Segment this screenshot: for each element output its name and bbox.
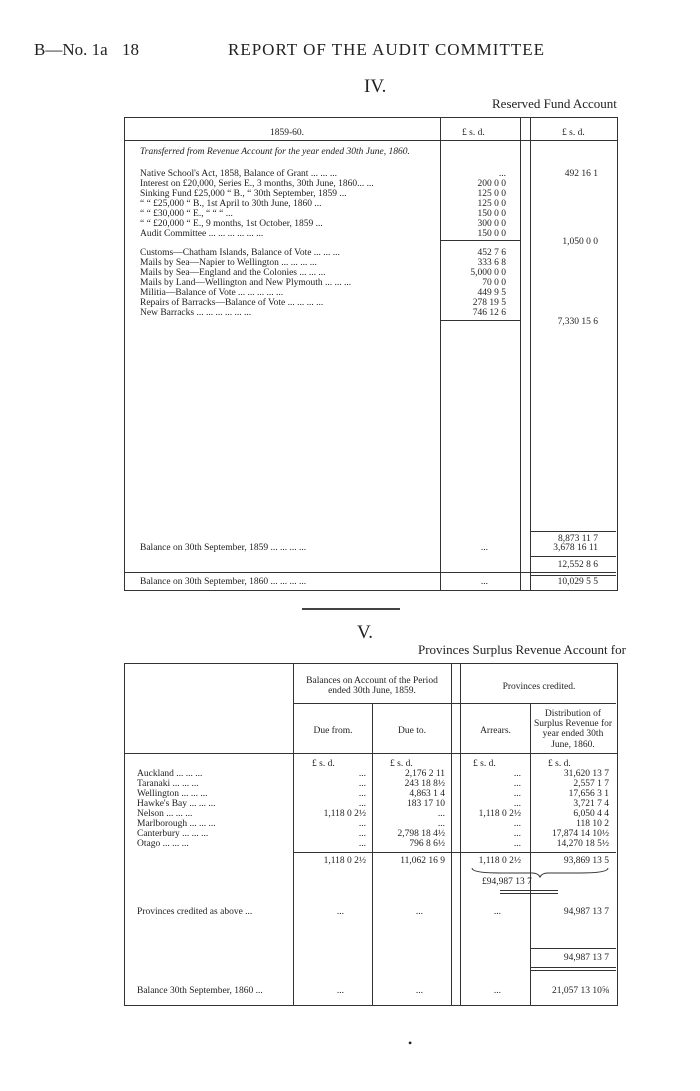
province-name: Taranaki ... ... ...	[137, 779, 199, 789]
distribution: 3,721 7 4	[573, 799, 609, 809]
reserved-fund-title: Reserved Fund Account	[492, 96, 617, 111]
amount-a: 70 0 0	[482, 278, 506, 288]
distribution: 2,557 1 7	[573, 779, 609, 789]
sum-rule	[440, 240, 520, 241]
distribution: 14,270 18 5½	[556, 839, 609, 849]
credited-to: ...	[415, 907, 423, 917]
ledger-row: “ “ £30,000 “ E., “ “ “ ...	[140, 209, 233, 219]
double-rule	[500, 890, 558, 894]
arrears: ...	[513, 799, 521, 809]
header-rule	[124, 753, 617, 754]
due-to: ...	[437, 819, 445, 829]
ledger-row: “ “ £25,000 “ B., 1st April to 30th June, 1860 ...	[140, 199, 322, 209]
col-divider	[520, 117, 521, 590]
due-from: ...	[358, 829, 366, 839]
total-distribution: 93,869 13 5	[563, 856, 609, 866]
credited-heading: Provinces credited.	[502, 682, 576, 692]
lsd-heading-1: £ s. d.	[462, 128, 485, 138]
due-from: ...	[358, 789, 366, 799]
arrears: 1,118 0 2½	[478, 809, 521, 819]
due-from: ...	[358, 839, 366, 849]
arrears: ...	[513, 769, 521, 779]
section-separator	[302, 608, 400, 610]
amount-a: 125 0 0	[477, 199, 506, 209]
subtotal: 8,873 11 7	[557, 534, 598, 544]
due-from: ...	[358, 799, 366, 809]
arrears: ...	[513, 839, 521, 849]
distribution: 17,656 3 1	[568, 789, 609, 799]
surplus-revenue-title: Provinces Surplus Revenue Account for	[418, 642, 626, 657]
ledger-row: Mails by Sea—Napier to Wellington ... ... ... ...	[140, 258, 317, 268]
lsd-heading: £ s. d.	[312, 759, 335, 769]
footer-mark: •	[408, 1036, 413, 1050]
lsd-heading: £ s. d.	[548, 759, 571, 769]
credited-distribution: 94,987 13 7	[563, 907, 609, 917]
ledger-row: Native School's Act, 1858, Balance of Grant ... ... ...	[140, 169, 337, 179]
amount-a: 200 0 0	[477, 179, 506, 189]
arrears: ...	[513, 819, 521, 829]
credited-from: ...	[336, 907, 344, 917]
lsd-heading: £ s. d.	[473, 759, 496, 769]
ledger-row: Mails by Land—Wellington and New Plymouth ... ... ...	[140, 278, 352, 288]
ledger-row: “ “ £20,000 “ E., 9 months, 1st October, 1859 ...	[140, 219, 323, 229]
balance-1860-label: Balance on 30th September, 1860 ... ... ... ...	[140, 577, 307, 587]
total-arrears: 1,118 0 2½	[478, 856, 521, 866]
col-distribution: Distribution of Surplus Revenue for year ended 30th June, 1860.	[533, 709, 613, 750]
due-from: ...	[358, 819, 366, 829]
lsd-heading: £ s. d.	[390, 759, 413, 769]
balance-label: Balance 30th September, 1860 ...	[137, 986, 263, 996]
amount-a: 125 0 0	[477, 189, 506, 199]
ledger-row: Repairs of Barracks—Balance of Vote ... ... ... ...	[140, 298, 324, 308]
ledger-row: Interest on £20,000, Series E., 3 months, 30th June, 1860... ...	[140, 179, 374, 189]
page-title: REPORT OF THE AUDIT COMMITTEE	[228, 40, 545, 59]
province-name: Otago ... ... ...	[137, 839, 189, 849]
arrears: ...	[513, 779, 521, 789]
page-number: 18	[122, 40, 139, 59]
due-to: 796 8 6½	[409, 839, 445, 849]
combined-total: £94,987 13 7	[482, 877, 532, 887]
balance-from: ...	[336, 986, 344, 996]
total-due-to: 11,062 16 9	[400, 856, 445, 866]
ledger-row: Militia—Balance of Vote ... ... ... ... ...	[140, 288, 284, 298]
amount-a: 150 0 0	[477, 229, 506, 239]
amount-a: 452 7 6	[477, 248, 506, 258]
credited-sum: 94,987 13 7	[563, 953, 609, 963]
header-rule	[124, 140, 617, 141]
group1-total: 1,050 0 0	[562, 237, 598, 247]
distribution: 118 10 2	[576, 819, 609, 829]
amount-a: 150 0 0	[477, 209, 506, 219]
arrears: ...	[513, 829, 521, 839]
row-rule	[124, 572, 530, 573]
ledger-row: Audit Committee ... ... ... ... ... ...	[140, 229, 264, 239]
col-due-from: Due from.	[313, 726, 353, 736]
group2-total: 7,330 15 6	[557, 317, 598, 327]
balance-distribution: 21,057 13 10⅝	[552, 986, 609, 996]
due-to: ...	[437, 809, 445, 819]
due-from: ...	[358, 769, 366, 779]
province-name: Canterbury ... ... ...	[137, 829, 209, 839]
due-to: 2,798 18 4½	[397, 829, 445, 839]
distribution: 17,874 14 10½	[552, 829, 609, 839]
ledger-row: Mails by Sea—England and the Colonies ... ... ...	[140, 268, 326, 278]
col-divider	[372, 703, 373, 1005]
header-rule	[293, 703, 616, 704]
balance-1860-a: ...	[480, 577, 488, 587]
sum-rule	[530, 531, 616, 532]
due-to: 183 17 10	[407, 799, 445, 809]
total-due-from: 1,118 0 2½	[323, 856, 366, 866]
amount-b: 492 16 1	[564, 169, 598, 179]
distribution: 6,050 4 4	[573, 809, 609, 819]
section-v-numeral: V.	[357, 622, 374, 643]
col-due-to: Due to.	[398, 726, 426, 736]
col-divider	[530, 117, 531, 590]
ledger-row: Customs—Chatham Islands, Balance of Vote ... ... ...	[140, 248, 340, 258]
credited-label: Provinces credited as above ...	[137, 907, 253, 917]
sum-rule	[440, 320, 520, 321]
sum-rule	[530, 556, 616, 557]
balance-1859-label: Balance on 30th September, 1859 ... ... ... ...	[140, 543, 307, 553]
double-rule	[530, 572, 616, 576]
col-divider	[451, 663, 452, 1005]
province-name: Wellington ... ... ...	[137, 789, 208, 799]
balances-heading: Balances on Account of the Period ended 30th June, 1859.	[306, 676, 438, 697]
sum-rule	[530, 948, 616, 949]
transfer-heading: Transferred from Revenue Account for the year ended 30th June, 1860.	[140, 147, 410, 157]
amount-a: ...	[498, 169, 506, 179]
amount-a: 746 12 6	[472, 308, 506, 318]
col-arrears: Arrears.	[480, 726, 511, 736]
ledger-row: New Barracks ... ... ... ... ... ...	[140, 308, 252, 318]
province-name: Hawke's Bay ... ... ...	[137, 799, 216, 809]
balance-1859-a: ...	[480, 543, 488, 553]
arrears: ...	[513, 789, 521, 799]
ledger-row: Sinking Fund £25,000 “ B., “ 30th September, 1859 ...	[140, 189, 347, 199]
province-name: Marlborough ... ... ...	[137, 819, 216, 829]
amount-a: 333 6 8	[477, 258, 506, 268]
year-heading: 1859-60.	[270, 128, 305, 138]
amount-a: 300 0 0	[477, 219, 506, 229]
distribution: 31,620 13 7	[563, 769, 609, 779]
balance-to: ...	[415, 986, 423, 996]
due-to: 4,863 1 4	[409, 789, 445, 799]
amount-a: 278 19 5	[472, 298, 506, 308]
due-to: 2,176 2 11	[404, 769, 445, 779]
amount-a: 5,000 0 0	[470, 268, 506, 278]
lsd-heading-2: £ s. d.	[562, 128, 585, 138]
due-to: 243 18 8½	[404, 779, 445, 789]
balance-1859-b: 3,678 16 11	[553, 543, 598, 553]
credited-arrears: ...	[493, 907, 501, 917]
col-divider	[440, 117, 441, 590]
balance-1860-b: 10,029 5 5	[557, 577, 598, 587]
amount-a: 449 9 5	[477, 288, 506, 298]
series-number: B—No. 1a	[34, 40, 108, 59]
province-name: Nelson ... ... ...	[137, 809, 193, 819]
double-rule	[530, 967, 616, 971]
sum-rule	[293, 852, 616, 853]
due-from: 1,118 0 2½	[323, 809, 366, 819]
section-iv-numeral: IV.	[364, 76, 387, 97]
balance-arrears: ...	[493, 986, 501, 996]
province-name: Auckland ... ... ...	[137, 769, 203, 779]
grand-sum: 12,552 8 6	[557, 560, 598, 570]
due-from: ...	[358, 779, 366, 789]
